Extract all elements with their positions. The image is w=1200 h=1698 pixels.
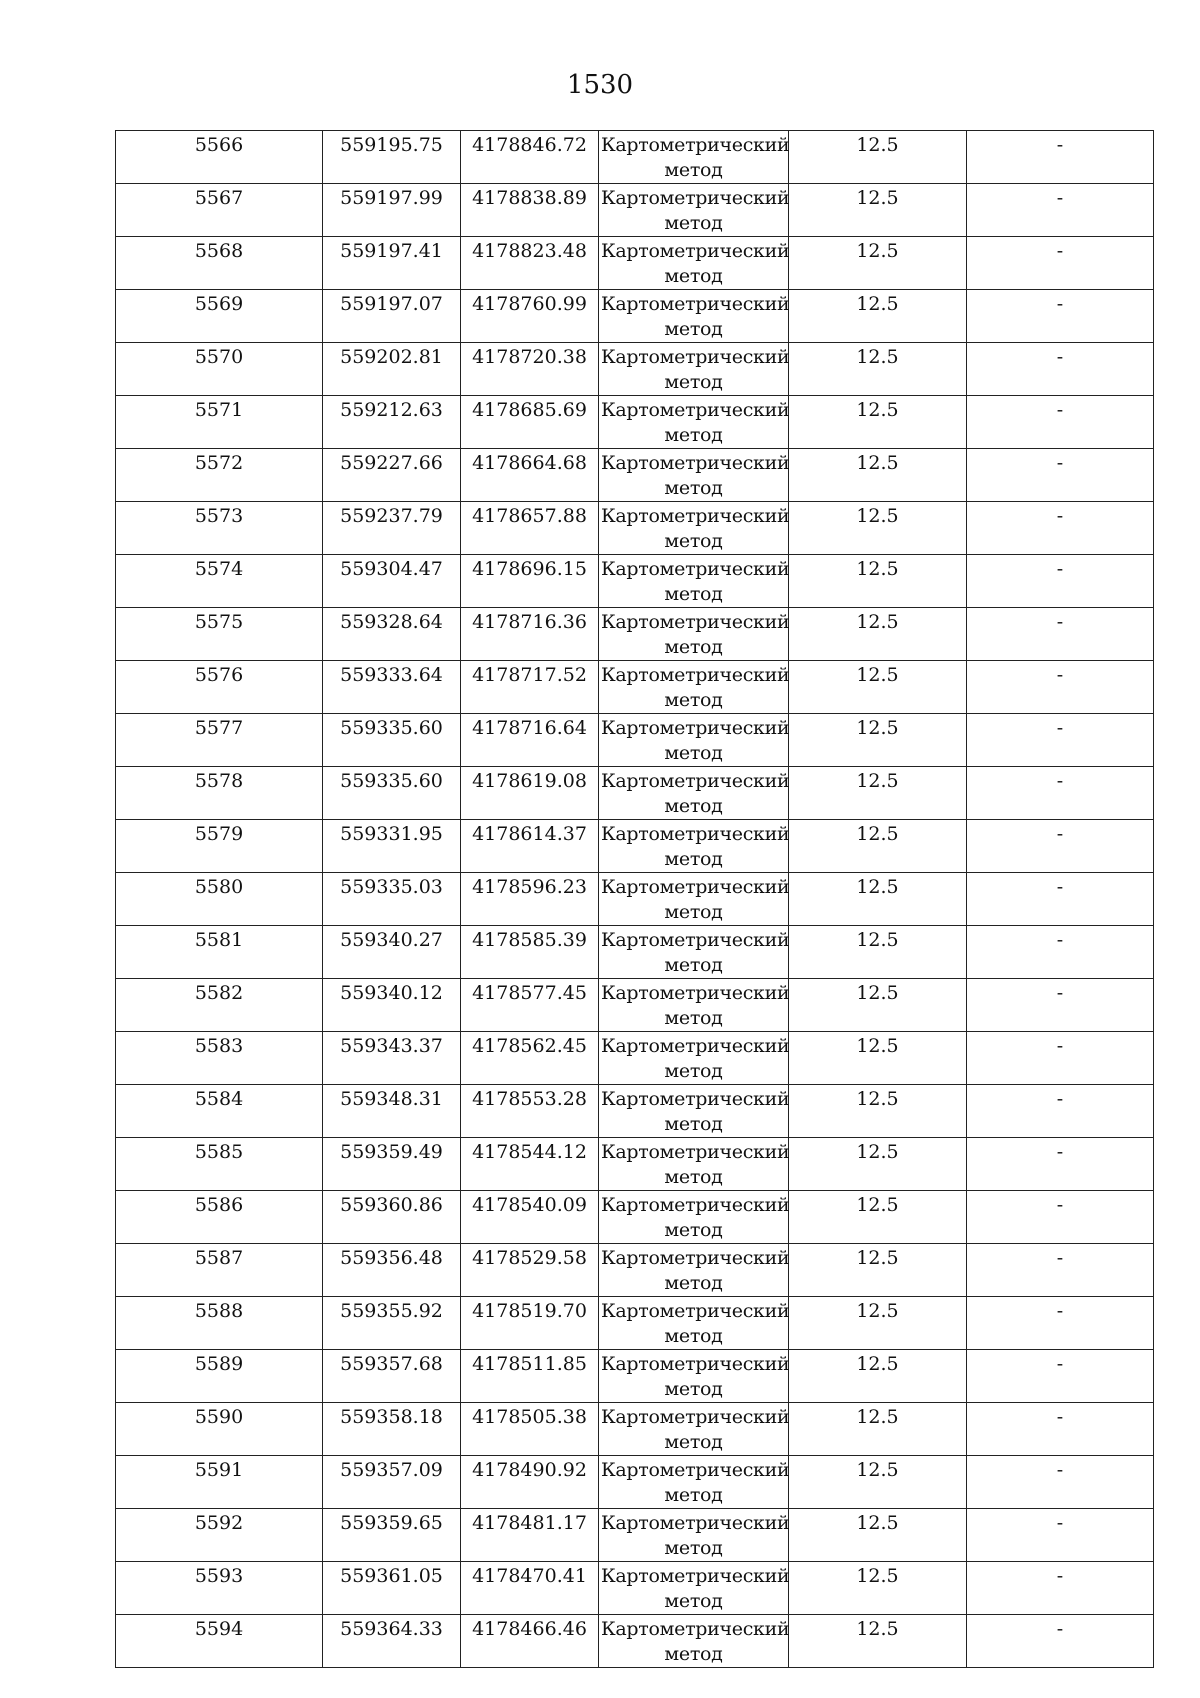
y-coordinate-cell: 4178481.17	[461, 1509, 599, 1562]
table-row	[116, 1244, 1154, 1297]
y-coordinate-cell: 4178596.23	[461, 873, 599, 926]
point-number-cell: 5566	[116, 131, 323, 184]
x-coordinate-cell: 559343.37	[323, 1032, 461, 1085]
accuracy-cell: 12.5	[789, 1509, 967, 1562]
point-number-cell: 5592	[116, 1509, 323, 1562]
y-coordinate-cell: 4178696.15	[461, 555, 599, 608]
y-coordinate-cell: 4178466.46	[461, 1615, 599, 1668]
y-coordinate-cell: 4178511.85	[461, 1350, 599, 1403]
table-row	[116, 502, 1154, 555]
table-row	[116, 555, 1154, 608]
table-row	[116, 1615, 1154, 1668]
accuracy-cell: 12.5	[789, 396, 967, 449]
note-cell: -	[967, 1297, 1154, 1350]
x-coordinate-cell: 559202.81	[323, 343, 461, 396]
table-row	[116, 343, 1154, 396]
method-cell: Картометрический метод	[599, 449, 789, 502]
x-coordinate-cell: 559355.92	[323, 1297, 461, 1350]
table-row	[116, 820, 1154, 873]
method-cell: Картометрический метод	[599, 184, 789, 237]
note-cell: -	[967, 237, 1154, 290]
point-number-cell: 5571	[116, 396, 323, 449]
method-cell: Картометрический метод	[599, 1403, 789, 1456]
table-row	[116, 449, 1154, 502]
accuracy-cell: 12.5	[789, 820, 967, 873]
x-coordinate-cell: 559360.86	[323, 1191, 461, 1244]
point-number-cell: 5577	[116, 714, 323, 767]
accuracy-cell: 12.5	[789, 449, 967, 502]
note-cell: -	[967, 1191, 1154, 1244]
x-coordinate-cell: 559227.66	[323, 449, 461, 502]
accuracy-cell: 12.5	[789, 767, 967, 820]
table-row	[116, 131, 1154, 184]
x-coordinate-cell: 559340.27	[323, 926, 461, 979]
accuracy-cell: 12.5	[789, 926, 967, 979]
y-coordinate-cell: 4178760.99	[461, 290, 599, 343]
table-row	[116, 1403, 1154, 1456]
method-cell: Картометрический метод	[599, 290, 789, 343]
x-coordinate-cell: 559356.48	[323, 1244, 461, 1297]
x-coordinate-cell: 559335.03	[323, 873, 461, 926]
table-row	[116, 979, 1154, 1032]
note-cell: -	[967, 714, 1154, 767]
method-cell: Картометрический метод	[599, 396, 789, 449]
x-coordinate-cell: 559328.64	[323, 608, 461, 661]
method-cell: Картометрический метод	[599, 1509, 789, 1562]
table-row	[116, 1562, 1154, 1615]
method-cell: Картометрический метод	[599, 873, 789, 926]
table-row	[116, 873, 1154, 926]
note-cell: -	[967, 396, 1154, 449]
accuracy-cell: 12.5	[789, 1032, 967, 1085]
accuracy-cell: 12.5	[789, 714, 967, 767]
method-cell: Картометрический метод	[599, 1615, 789, 1668]
accuracy-cell: 12.5	[789, 237, 967, 290]
table-row	[116, 1350, 1154, 1403]
point-number-cell: 5568	[116, 237, 323, 290]
method-cell: Картометрический метод	[599, 1297, 789, 1350]
x-coordinate-cell: 559358.18	[323, 1403, 461, 1456]
note-cell: -	[967, 1403, 1154, 1456]
accuracy-cell: 12.5	[789, 1615, 967, 1668]
note-cell: -	[967, 1138, 1154, 1191]
point-number-cell: 5572	[116, 449, 323, 502]
table-row	[116, 396, 1154, 449]
point-number-cell: 5584	[116, 1085, 323, 1138]
table-row	[116, 926, 1154, 979]
method-cell: Картометрический метод	[599, 1350, 789, 1403]
method-cell: Картометрический метод	[599, 1085, 789, 1138]
accuracy-cell: 12.5	[789, 1456, 967, 1509]
table-row	[116, 1297, 1154, 1350]
x-coordinate-cell: 559359.49	[323, 1138, 461, 1191]
x-coordinate-cell: 559197.07	[323, 290, 461, 343]
x-coordinate-cell: 559197.99	[323, 184, 461, 237]
method-cell: Картометрический метод	[599, 1244, 789, 1297]
method-cell: Картометрический метод	[599, 820, 789, 873]
note-cell: -	[967, 184, 1154, 237]
note-cell: -	[967, 1615, 1154, 1668]
note-cell: -	[967, 608, 1154, 661]
accuracy-cell: 12.5	[789, 608, 967, 661]
y-coordinate-cell: 4178505.38	[461, 1403, 599, 1456]
note-cell: -	[967, 820, 1154, 873]
x-coordinate-cell: 559304.47	[323, 555, 461, 608]
point-number-cell: 5580	[116, 873, 323, 926]
accuracy-cell: 12.5	[789, 873, 967, 926]
method-cell: Картометрический метод	[599, 1562, 789, 1615]
method-cell: Картометрический метод	[599, 1032, 789, 1085]
x-coordinate-cell: 559364.33	[323, 1615, 461, 1668]
point-number-cell: 5589	[116, 1350, 323, 1403]
accuracy-cell: 12.5	[789, 979, 967, 1032]
method-cell: Картометрический метод	[599, 1138, 789, 1191]
method-cell: Картометрический метод	[599, 131, 789, 184]
y-coordinate-cell: 4178544.12	[461, 1138, 599, 1191]
x-coordinate-cell: 559348.31	[323, 1085, 461, 1138]
point-number-cell: 5573	[116, 502, 323, 555]
method-cell: Картометрический метод	[599, 1191, 789, 1244]
note-cell: -	[967, 1032, 1154, 1085]
y-coordinate-cell: 4178562.45	[461, 1032, 599, 1085]
note-cell: -	[967, 343, 1154, 396]
accuracy-cell: 12.5	[789, 1297, 967, 1350]
x-coordinate-cell: 559237.79	[323, 502, 461, 555]
x-coordinate-cell: 559357.68	[323, 1350, 461, 1403]
table-row	[116, 1032, 1154, 1085]
x-coordinate-cell: 559335.60	[323, 714, 461, 767]
point-number-cell: 5593	[116, 1562, 323, 1615]
y-coordinate-cell: 4178619.08	[461, 767, 599, 820]
point-number-cell: 5594	[116, 1615, 323, 1668]
x-coordinate-cell: 559195.75	[323, 131, 461, 184]
y-coordinate-cell: 4178553.28	[461, 1085, 599, 1138]
accuracy-cell: 12.5	[789, 1350, 967, 1403]
accuracy-cell: 12.5	[789, 1085, 967, 1138]
note-cell: -	[967, 661, 1154, 714]
note-cell: -	[967, 131, 1154, 184]
accuracy-cell: 12.5	[789, 1191, 967, 1244]
y-coordinate-cell: 4178577.45	[461, 979, 599, 1032]
x-coordinate-cell: 559357.09	[323, 1456, 461, 1509]
table-row	[116, 767, 1154, 820]
point-number-cell: 5567	[116, 184, 323, 237]
note-cell: -	[967, 767, 1154, 820]
note-cell: -	[967, 1509, 1154, 1562]
note-cell: -	[967, 926, 1154, 979]
y-coordinate-cell: 4178529.58	[461, 1244, 599, 1297]
method-cell: Картометрический метод	[599, 608, 789, 661]
point-number-cell: 5582	[116, 979, 323, 1032]
note-cell: -	[967, 555, 1154, 608]
method-cell: Картометрический метод	[599, 661, 789, 714]
accuracy-cell: 12.5	[789, 290, 967, 343]
y-coordinate-cell: 4178838.89	[461, 184, 599, 237]
page-number: 1530	[566, 70, 634, 100]
method-cell: Картометрический метод	[599, 979, 789, 1032]
note-cell: -	[967, 1562, 1154, 1615]
note-cell: -	[967, 449, 1154, 502]
accuracy-cell: 12.5	[789, 1244, 967, 1297]
point-number-cell: 5591	[116, 1456, 323, 1509]
note-cell: -	[967, 979, 1154, 1032]
note-cell: -	[967, 1456, 1154, 1509]
note-cell: -	[967, 290, 1154, 343]
table-row	[116, 661, 1154, 714]
method-cell: Картометрический метод	[599, 767, 789, 820]
x-coordinate-cell: 559359.65	[323, 1509, 461, 1562]
method-cell: Картометрический метод	[599, 1456, 789, 1509]
y-coordinate-cell: 4178823.48	[461, 237, 599, 290]
point-number-cell: 5579	[116, 820, 323, 873]
x-coordinate-cell: 559335.60	[323, 767, 461, 820]
point-number-cell: 5570	[116, 343, 323, 396]
point-number-cell: 5586	[116, 1191, 323, 1244]
method-cell: Картометрический метод	[599, 237, 789, 290]
point-number-cell: 5583	[116, 1032, 323, 1085]
note-cell: -	[967, 873, 1154, 926]
y-coordinate-cell: 4178519.70	[461, 1297, 599, 1350]
y-coordinate-cell: 4178846.72	[461, 131, 599, 184]
table-row	[116, 1456, 1154, 1509]
point-number-cell: 5585	[116, 1138, 323, 1191]
table-row	[116, 1191, 1154, 1244]
y-coordinate-cell: 4178720.38	[461, 343, 599, 396]
accuracy-cell: 12.5	[789, 184, 967, 237]
table-row	[116, 290, 1154, 343]
y-coordinate-cell: 4178685.69	[461, 396, 599, 449]
point-number-cell: 5590	[116, 1403, 323, 1456]
method-cell: Картометрический метод	[599, 502, 789, 555]
accuracy-cell: 12.5	[789, 1403, 967, 1456]
y-coordinate-cell: 4178614.37	[461, 820, 599, 873]
coordinates-table-body	[116, 131, 1154, 1668]
note-cell: -	[967, 1244, 1154, 1297]
accuracy-cell: 12.5	[789, 1562, 967, 1615]
y-coordinate-cell: 4178490.92	[461, 1456, 599, 1509]
point-number-cell: 5578	[116, 767, 323, 820]
point-number-cell: 5569	[116, 290, 323, 343]
point-number-cell: 5574	[116, 555, 323, 608]
coordinates-table	[115, 130, 1154, 1668]
point-number-cell: 5575	[116, 608, 323, 661]
table-row	[116, 1138, 1154, 1191]
method-cell: Картометрический метод	[599, 926, 789, 979]
note-cell: -	[967, 502, 1154, 555]
y-coordinate-cell: 4178664.68	[461, 449, 599, 502]
y-coordinate-cell: 4178540.09	[461, 1191, 599, 1244]
accuracy-cell: 12.5	[789, 661, 967, 714]
accuracy-cell: 12.5	[789, 502, 967, 555]
table-row	[116, 237, 1154, 290]
method-cell: Картометрический метод	[599, 555, 789, 608]
x-coordinate-cell: 559361.05	[323, 1562, 461, 1615]
note-cell: -	[967, 1085, 1154, 1138]
point-number-cell: 5588	[116, 1297, 323, 1350]
x-coordinate-cell: 559212.63	[323, 396, 461, 449]
table-row	[116, 608, 1154, 661]
point-number-cell: 5587	[116, 1244, 323, 1297]
x-coordinate-cell: 559340.12	[323, 979, 461, 1032]
y-coordinate-cell: 4178585.39	[461, 926, 599, 979]
note-cell: -	[967, 1350, 1154, 1403]
table-row	[116, 1085, 1154, 1138]
table-row	[116, 184, 1154, 237]
method-cell: Картометрический метод	[599, 343, 789, 396]
point-number-cell: 5576	[116, 661, 323, 714]
accuracy-cell: 12.5	[789, 1138, 967, 1191]
y-coordinate-cell: 4178470.41	[461, 1562, 599, 1615]
y-coordinate-cell: 4178716.64	[461, 714, 599, 767]
accuracy-cell: 12.5	[789, 555, 967, 608]
accuracy-cell: 12.5	[789, 131, 967, 184]
y-coordinate-cell: 4178717.52	[461, 661, 599, 714]
x-coordinate-cell: 559197.41	[323, 237, 461, 290]
accuracy-cell: 12.5	[789, 343, 967, 396]
table-row	[116, 714, 1154, 767]
table-row	[116, 1509, 1154, 1562]
y-coordinate-cell: 4178657.88	[461, 502, 599, 555]
method-cell: Картометрический метод	[599, 714, 789, 767]
point-number-cell: 5581	[116, 926, 323, 979]
x-coordinate-cell: 559331.95	[323, 820, 461, 873]
x-coordinate-cell: 559333.64	[323, 661, 461, 714]
y-coordinate-cell: 4178716.36	[461, 608, 599, 661]
